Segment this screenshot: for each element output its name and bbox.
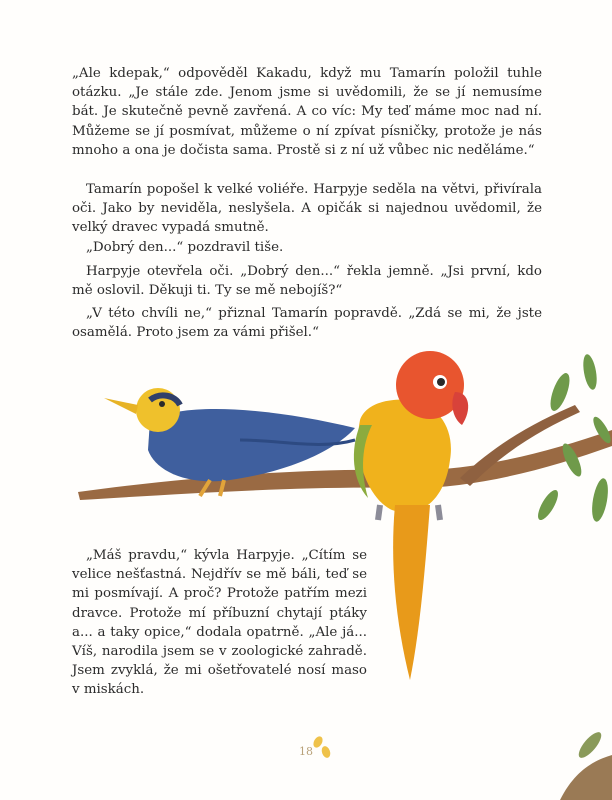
paragraph-2: Tamarín popošel k velké voliéře. Harpyje seděla na větvi, přivírala oči. Jako by neviděla, neslyšela. A opičák si najednou uvědomil, že velký dravec vypadá smutně. xyxy=(72,182,542,236)
paragraph-3: „Dobrý den...“ pozdravil tiše. xyxy=(86,240,284,255)
parrot xyxy=(354,351,468,680)
paragraph-6: „Máš pravdu,“ kývla Harpyje. „Cítím se velice nešťastná. Nejdřív se mě báli, teď se mi posmívají. A proč? Protože patřím mezi dravce. Protože mí příbuzní chytají ptáky a... a taky opice,“ dodala opatrně. „Ale já... Víš, narodila jsem se v zoologické zahradě. Jsem zvyklá, že mi ošetřovatelé nosí maso v miskách. xyxy=(72,548,367,698)
paragraph-5: „V této chvíli ne,“ přiznal Tamarín popravdě. „Zdá se mi, že jste osamělá. Proto jsem za vámi přišel.“ xyxy=(72,306,542,341)
branch-twig xyxy=(460,405,580,486)
paragraph-4: Harpyje otevřela oči. „Dobrý den...“ řekla jemně. „Jsi první, kdo mě oslovil. Děkuji ti. Ty se mě nebojíš?“ xyxy=(72,264,542,299)
paragraph-1: „Ale kdepak,“ odpověděl Kakadu, když mu Tamarín položil tuhle otázku. „Je stále zde. Jenom jsme si uvědomili, že se jí nemusíme bát. Je skutečně pevně zavřená. A co víc: My teď máme moc nad ní. Můžeme se jí posmívat, můžeme o ní zpívat písničky, protože je nás mnoho a ona je dočista sama. Prostě si z ní už vůbec nic neděláme.“ xyxy=(72,66,542,158)
petal-decoration xyxy=(312,735,332,759)
corner-leaves xyxy=(560,729,612,800)
page-number: 18 xyxy=(299,745,313,758)
